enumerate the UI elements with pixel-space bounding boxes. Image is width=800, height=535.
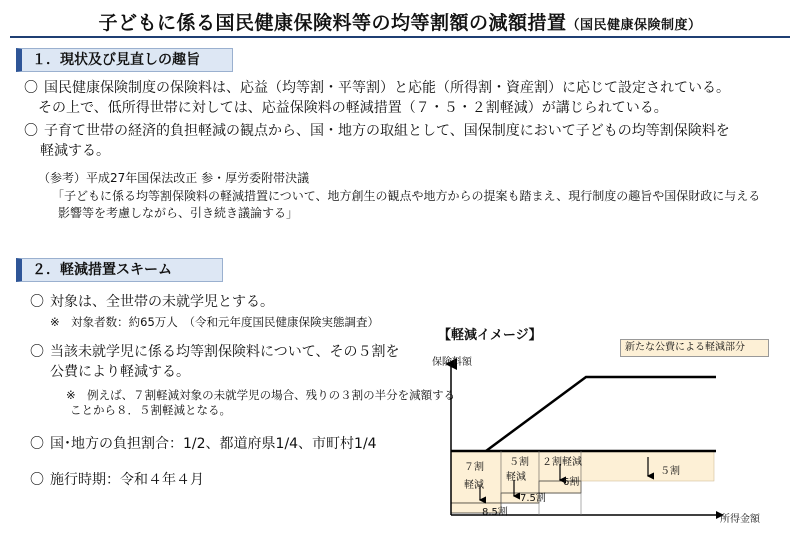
s2-item3-text: 国･地方の負担割合：1/2、都道府県1/4、市町村1/4 [50,436,377,452]
premium-curve [486,377,716,451]
bullet-circle: 〇 [30,344,44,360]
bullet-circle: 〇 [24,123,38,139]
reference-line2: 影響等を考慮しながら、引き続き議論する」 [58,206,299,220]
chart-title: 【軽減イメージ】 [438,328,542,343]
s2-item2-note2: ことから８．５割軽減となる。 [70,403,231,417]
bullet-circle: 〇 [30,472,44,488]
section2-heading: ２．軽減措置スキーム [16,258,223,282]
reference-line1: 「子どもに係る均等割保険料の軽減措置について、地方創生の観点や地方からの提案も踏まえ、現行制度の趣旨や国保財政に与える [52,189,761,203]
label-five-bottom: 軽減 [506,472,526,483]
page-title [0,8,800,35]
label-seven-top: ７割 [464,462,484,473]
bullet-circle: 〇 [30,294,44,310]
title-sub: （国民健康保険制度） [566,18,702,33]
s2-item2-line1 [30,343,399,361]
label-75: 7.5割 [520,493,546,504]
s2-item2-line2: 公費により軽減する。 [50,364,190,380]
s1-paragraph2-line1 [24,122,730,140]
s1-paragraph1-line2: その上で、低所得世帯に対しては、応益保険料の軽減措置（７・５・２割軽減）が講じられている。 [38,100,668,116]
x-axis-label: 所得金額 [720,514,760,525]
s2-item1 [30,293,274,311]
label-85: 8.5割 [482,507,508,518]
label-five-wari: ５割 [660,466,680,477]
s2-item4-text: 施行時期：令和４年４月 [50,472,204,488]
section1-heading: １．現状及び見直しの趣旨 [16,48,233,72]
s2-item1-text: 対象は、全世帯の未就学児とする。 [50,294,274,310]
s1-p2-l1-text: 子育て世帯の経済的負担軽減の観点から、国・地方の取組として、国保制度において子どもの均等割保険料を [44,123,730,139]
label-two-reduction: ２割軽減 [542,457,582,468]
label-five-top: ５割 [509,457,529,468]
s2-item3 [30,435,377,453]
s2-item1-note: ※ 対象者数：約65万人 （令和元年度国民健康保険実態調査） [50,315,380,329]
label-6: 6割 [563,477,580,488]
label-seven-bottom: 軽減 [464,480,484,491]
title-main: 子どもに係る国民健康保険料等の均等割額の減額措置 [98,12,567,34]
s1-paragraph2-line2: 軽減する。 [40,143,110,159]
reduction-image-diagram [420,320,800,535]
s1-paragraph1-line1 [24,79,730,97]
title-rule [10,36,790,38]
legend-new-public-funds: 新たな公費による軽減部分 [620,339,769,357]
bullet-circle: 〇 [24,80,38,96]
y-axis-label: 保険料額 [432,357,472,368]
s2-item2-l1-text: 当該未就学児に係る均等割保険料について、その５割を [50,344,400,360]
s2-item4 [30,471,204,489]
bullet-circle: 〇 [30,436,44,452]
s1-p1-l1-text: 国民健康保険制度の保険料は、応益（均等割・平等割）と応能（所得割・資産割）に応じて設定されている。 [44,80,730,96]
reference-heading: （参考）平成27年国保法改正 参・厚労委附帯決議 [38,171,310,185]
s2-item2-note1: ※ 例えば、７割軽減対象の未就学児の場合、残りの３割の半分を減額する [66,388,456,402]
